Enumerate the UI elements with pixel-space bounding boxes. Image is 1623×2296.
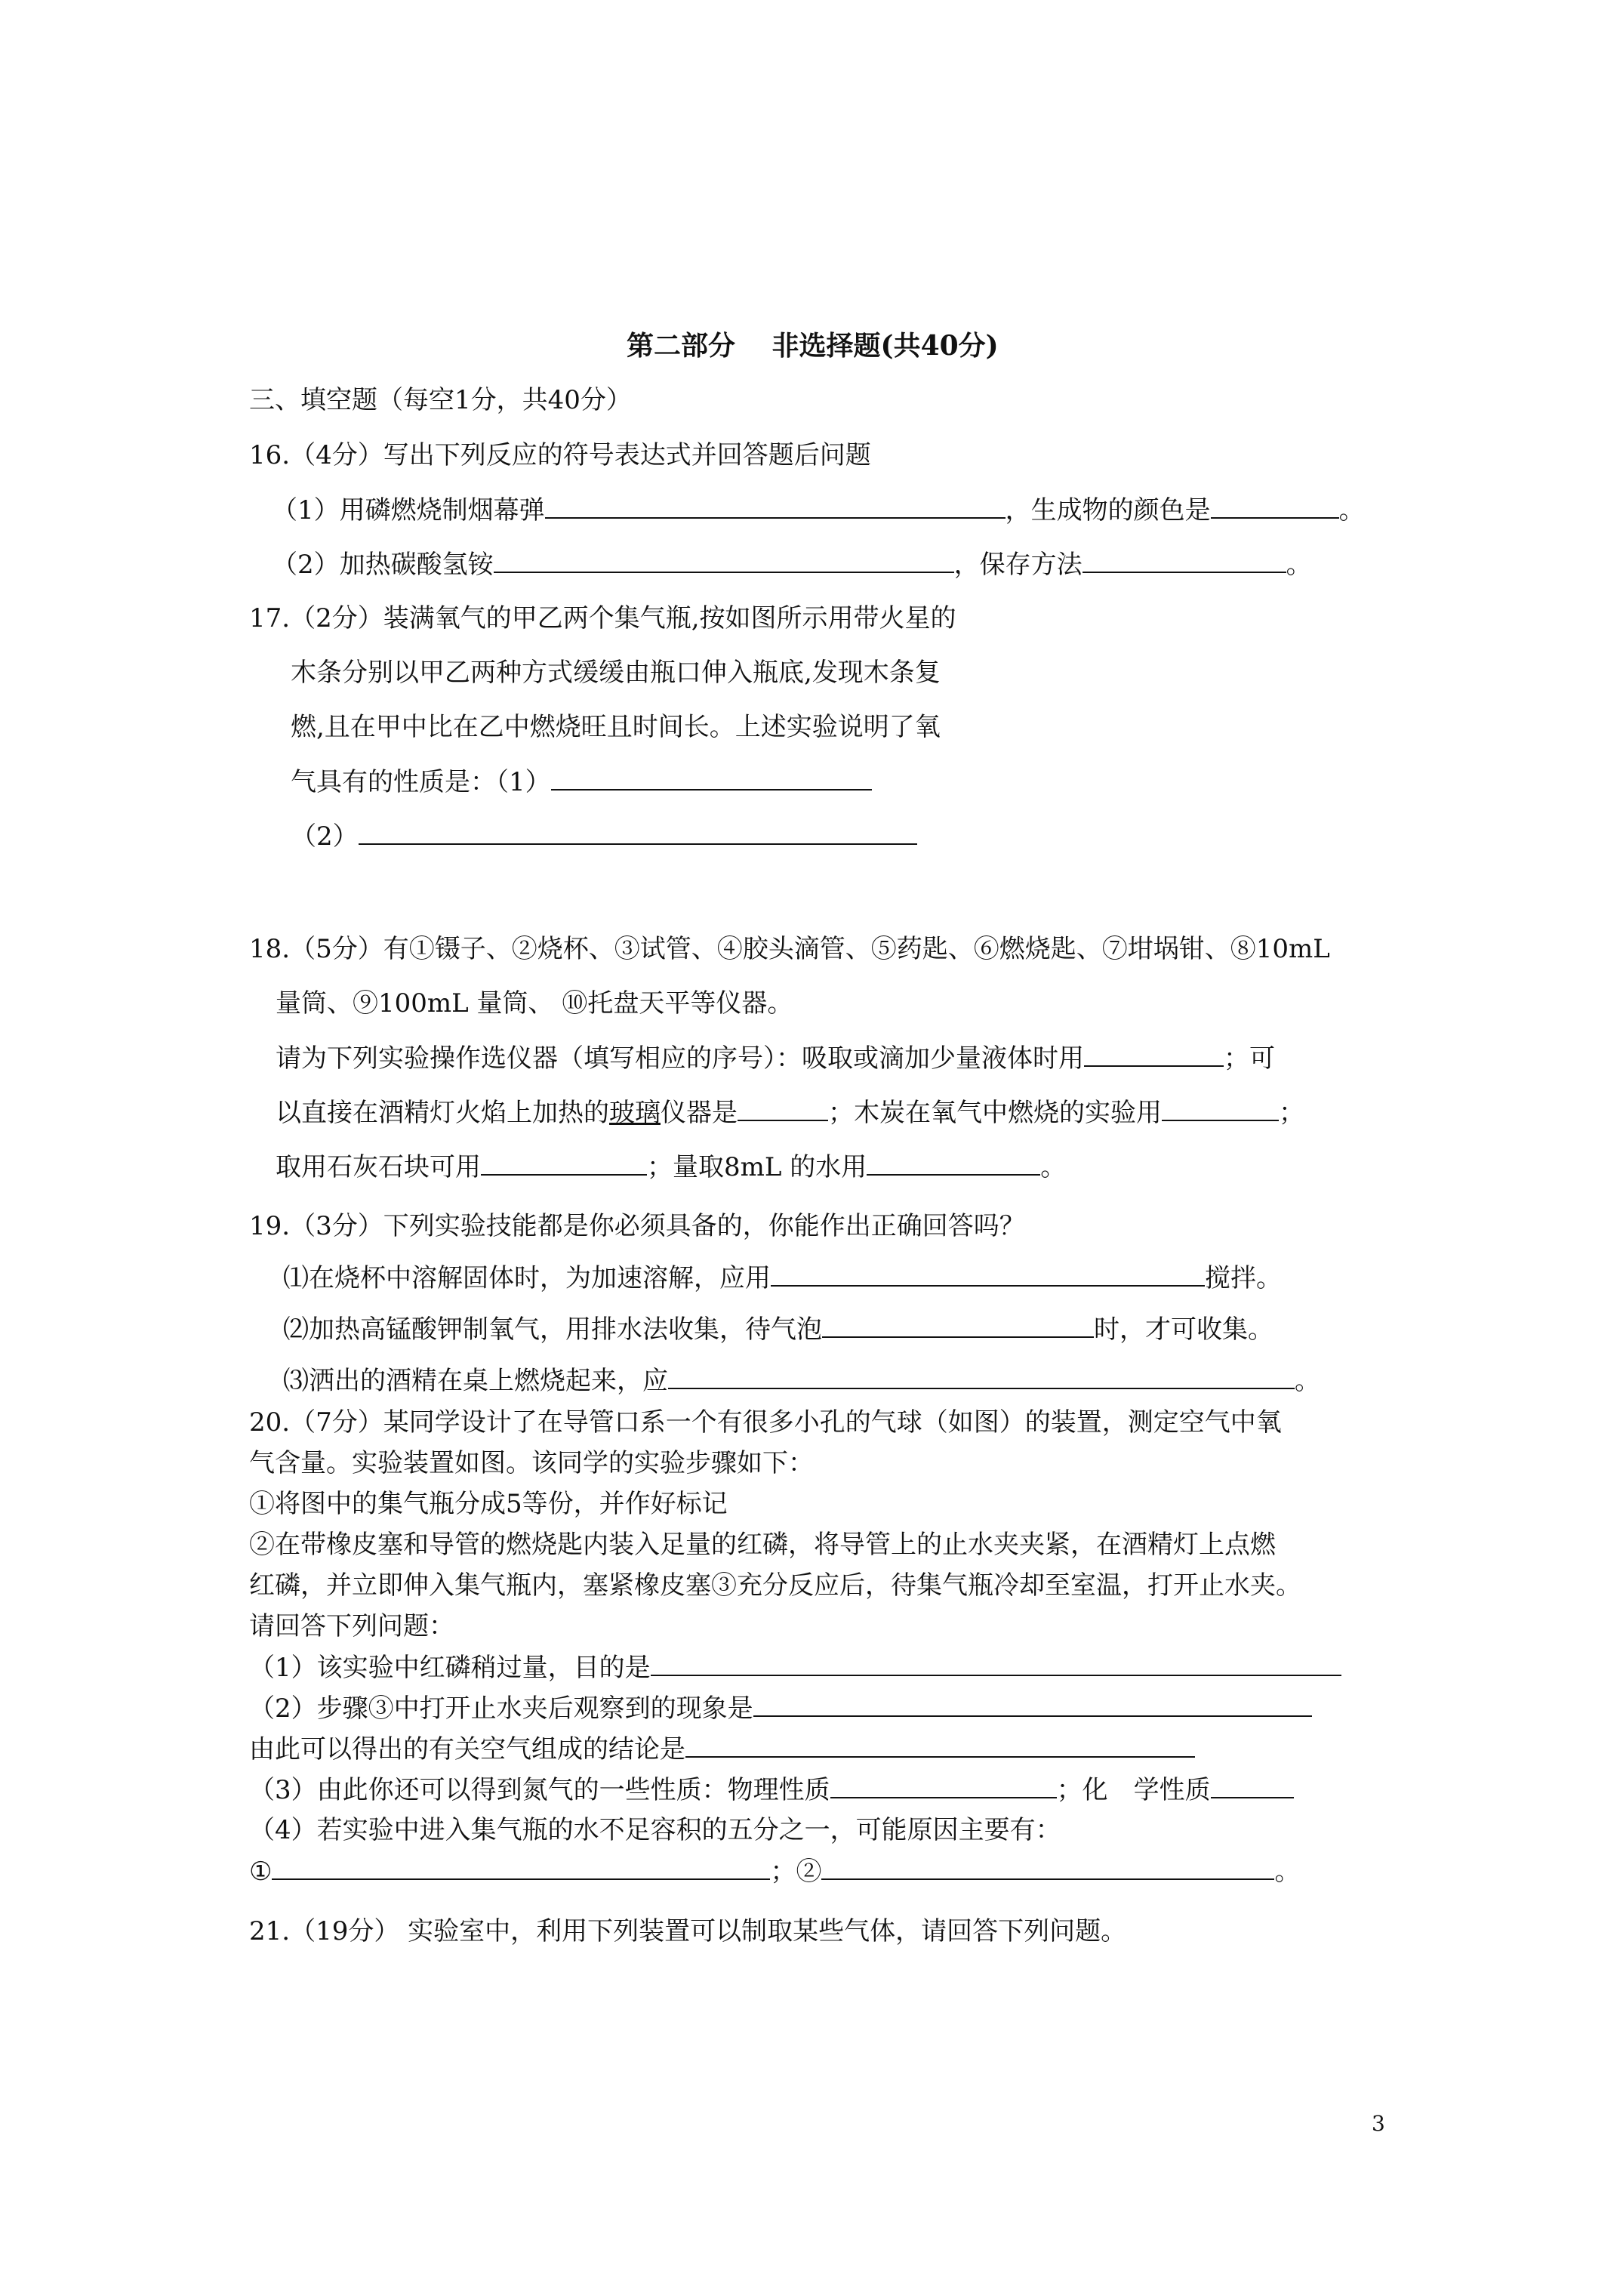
q16-p1-text-b: ，生成物的颜色是 [1005,495,1211,525]
q20-l12-text-c: 。 [1274,1857,1301,1887]
q18-line3 [276,1043,1275,1074]
q17-line5 [291,821,917,852]
q20-l10-text-a: （3）由此你还可以得到氮气的一些性质：物理性质 [249,1775,830,1805]
q20-blank5[interactable] [1211,1774,1294,1798]
q20-blank7[interactable] [821,1856,1274,1880]
q19-blank3[interactable] [668,1365,1295,1389]
q20-line8 [249,1693,1312,1724]
q18-l5-text-b: ；量取8mL 的水用 [647,1152,867,1182]
q20-line5: 红磷，并立即伸入集气瓶内，塞紧橡皮塞③充分反应后，待集气瓶冷却至室温，打开止水夹。 [249,1570,1301,1601]
q17-line3: 燃,且在甲中比在乙中燃烧旺且时间长。上述实验说明了氧 [291,712,941,742]
q20-l7-text: （1）该实验中红磷稍过量，目的是 [249,1653,651,1683]
q20-line9 [249,1734,1195,1764]
q16-p2-text-a: （2）加热碳酸氢铵 [272,550,494,580]
q20-line3: ①将图中的集气瓶分成5等份，并作好标记 [249,1489,728,1519]
q18-blank2[interactable] [738,1097,828,1121]
q16-p2-text-b: ，保存方法 [953,550,1083,580]
q19-part3 [283,1365,1320,1396]
q20-line2: 气含量。实验装置如图。该同学的实验步骤如下： [249,1448,814,1478]
q20-l8-text: （2）步骤③中打开止水夹后观察到的现象是 [249,1693,753,1724]
q20-blank4[interactable] [830,1774,1057,1798]
q16-p1-blank2[interactable] [1211,495,1339,519]
q18-line1: 18.（5分）有①镊子、②烧杯、③试管、④胶头滴管、⑤药匙、⑥燃烧匙、⑦坩埚钳、⑧10mL [249,934,1330,964]
q16-p1-blank1[interactable] [545,495,1006,519]
q20-blank6[interactable] [272,1856,770,1880]
q17-l5-text: （2） [291,821,359,852]
section-heading: 三、填空题（每空1分，共40分） [249,385,632,415]
q16-part1 [272,495,1365,525]
q20-l9-text: 由此可以得出的有关空气组成的结论是 [249,1734,685,1764]
q20-line1: 20.（7分）某同学设计了在导管口系一个有很多小孔的气球（如图）的装置，测定空气中氧 [249,1407,1282,1438]
q18-l3-text-b: ；可 [1224,1043,1275,1074]
q19-p1-text-a: ⑴在烧杯中溶解固体时，为加速溶解，应用 [283,1263,771,1293]
q19-blank2[interactable] [822,1314,1094,1338]
q18-l4-text-c: ；木炭在氧气中燃烧的实验用 [828,1098,1162,1128]
q17-blank1[interactable] [551,766,872,791]
q16-p2-text-c: 。 [1286,550,1312,580]
q17-line4 [291,766,872,797]
q17-l4-text: 气具有的性质是：（1） [291,767,551,797]
q20-blank1[interactable] [651,1652,1341,1676]
q18-blank1[interactable] [1084,1043,1224,1067]
q20-line4: ②在带橡皮塞和导管的燃烧匙内装入足量的红磷，将导管上的止水夹夹紧，在酒精灯上点燃 [249,1530,1276,1560]
q18-blank4[interactable] [481,1151,647,1176]
q16-part2 [272,549,1312,580]
q20-blank2[interactable] [753,1693,1312,1717]
q19-stem: 19.（3分）下列实验技能都是你必须具备的，你能作出正确回答吗？ [249,1211,1025,1241]
q16-stem: 16.（4分）写出下列反应的符号表达式并回答题后问题 [249,440,871,470]
q19-part2 [283,1314,1273,1345]
q20-line12 [249,1856,1300,1887]
q19-part1 [283,1262,1282,1293]
q19-p1-text-b: 搅拌。 [1205,1263,1282,1293]
q18-l5-text-c: 。 [1040,1152,1067,1182]
q20-line11: （4）若实验中进入集气瓶的水不足容积的五分之一，可能原因主要有： [249,1815,1061,1845]
q20-line10 [249,1774,1294,1805]
q19-p3-text-b: 。 [1295,1366,1320,1396]
q19-blank1[interactable] [771,1262,1205,1287]
q17-blank2[interactable] [359,821,917,845]
q18-l3-text-a: 请为下列实验操作选仪器（填写相应的序号）：吸取或滴加少量液体时用 [276,1043,1084,1074]
q18-blank5[interactable] [867,1151,1040,1176]
q16-p2-blank1[interactable] [494,549,954,573]
q17-line1: 17.（2分）装满氧气的甲乙两个集气瓶,按如图所示用带火星的 [249,603,956,633]
q18-blank3[interactable] [1162,1097,1279,1121]
q21-line1: 21.（19分） 实验室中，利用下列装置可以制取某些气体，请回答下列问题。 [249,1916,1127,1946]
q16-p1-text-c: 。 [1338,495,1365,525]
page-number: 3 [1372,2111,1385,2136]
q18-line2: 量筒、⑨100mL 量筒、 ⑩托盘天平等仪器。 [276,988,793,1019]
q18-line5 [276,1151,1066,1182]
q20-l12-text-a: ① [249,1857,273,1887]
q20-l12-text-b: ；② [770,1857,822,1887]
q19-p3-text-a: ⑶洒出的酒精在桌上燃烧起来，应 [283,1366,668,1396]
q18-l4-text-b: 仪器是 [661,1098,738,1128]
q18-line4 [276,1097,1304,1128]
q20-l10-text-b: ；化 学性质 [1056,1775,1211,1805]
q17-line2: 木条分别以甲乙两种方式缓缓由瓶口伸入瓶底,发现木条复 [291,658,941,688]
q18-l4-text-d: ； [1279,1098,1304,1128]
q19-p2-text-a: ⑵加热高锰酸钾制氧气，用排水法收集，待气泡 [283,1314,822,1345]
q20-line7 [249,1652,1341,1683]
q16-p1-text-a: （1）用磷燃烧制烟幕弹 [272,495,545,525]
q20-blank3[interactable] [685,1734,1195,1758]
q19-p2-text-b: 时，才可收集。 [1094,1314,1273,1345]
part-title: 第二部分 非选择题(共40分) [627,330,999,362]
q20-line6: 请回答下列问题： [249,1611,454,1641]
q16-p2-blank2[interactable] [1083,549,1286,573]
q18-l4-underlined: 玻璃 [609,1098,661,1128]
q18-l5-text-a: 取用石灰石块可用 [276,1152,481,1182]
q18-l4-text-a: 以直接在酒精灯火焰上加热的 [276,1098,609,1128]
